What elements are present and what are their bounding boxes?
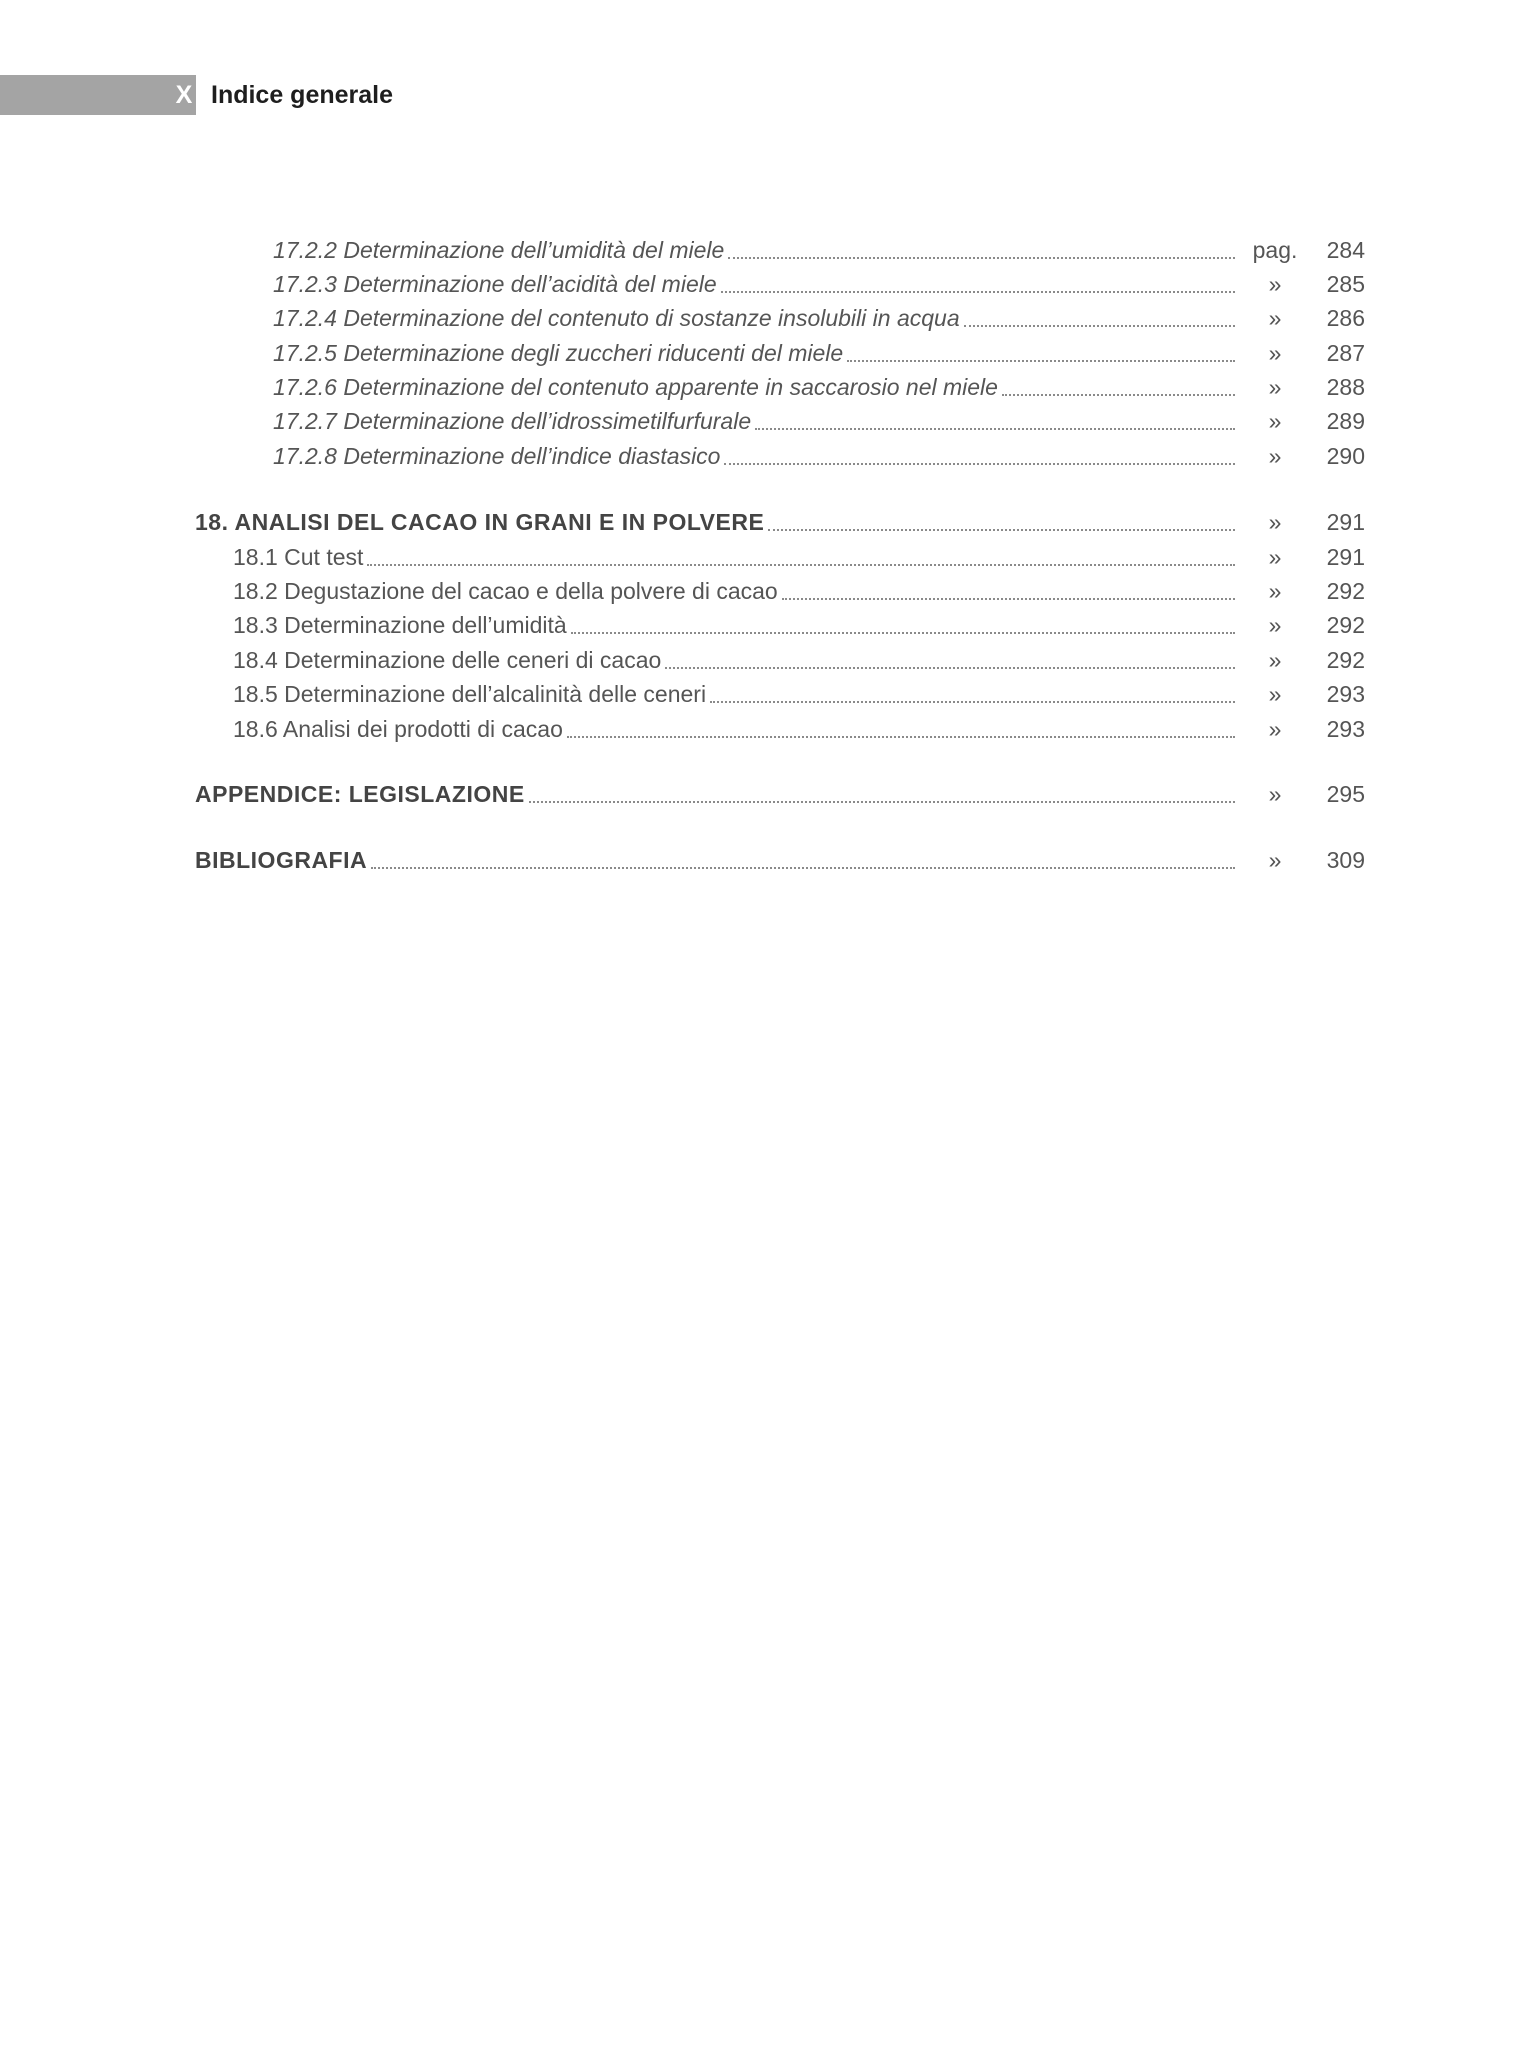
toc-page-number: 290 <box>1326 443 1365 469</box>
toc-entry-label: 17.2.2 Determinazione dell’umidità del miele <box>273 237 725 263</box>
toc-entry[interactable] <box>233 643 1365 677</box>
dot-leader <box>529 801 1235 803</box>
toc-page-number: 285 <box>1326 271 1365 297</box>
toc-entry[interactable] <box>233 574 1365 608</box>
toc-page-number: 291 <box>1326 509 1365 535</box>
dot-leader <box>768 529 1235 531</box>
dot-leader <box>710 701 1235 703</box>
toc-chapter-entry[interactable] <box>195 777 1365 811</box>
toc-page-number: 295 <box>1326 781 1365 807</box>
dot-leader <box>721 291 1235 293</box>
dot-leader <box>567 736 1235 738</box>
toc-entry-label: 17.2.6 Determinazione del contenuto apparente in saccarosio nel miele <box>273 374 998 400</box>
toc-page-number: 288 <box>1326 374 1365 400</box>
toc-page-number: 291 <box>1326 544 1365 570</box>
toc-entry[interactable] <box>273 370 1365 404</box>
toc-page-marker: » <box>1268 374 1282 400</box>
dot-leader <box>728 257 1235 259</box>
toc-entry-label: 17.2.8 Determinazione dell’indice diastasico <box>273 443 721 469</box>
toc-entry-label: 18.6 Analisi dei prodotti di cacao <box>233 716 563 742</box>
toc-page-marker: » <box>1268 340 1282 366</box>
toc-page-number: 292 <box>1326 612 1365 638</box>
toc-page-marker: » <box>1268 847 1282 873</box>
toc-entry-label: BIBLIOGRAFIA <box>195 847 368 873</box>
toc-entry[interactable] <box>273 439 1365 473</box>
toc-entry-label: 17.2.3 Determinazione dell’acidità del miele <box>273 271 717 297</box>
toc-page-marker: » <box>1268 716 1282 742</box>
dot-leader <box>371 867 1235 869</box>
toc-page-marker: » <box>1268 681 1282 707</box>
toc-page-marker: » <box>1268 305 1282 331</box>
toc-entry[interactable] <box>273 233 1365 267</box>
toc-page-number: 284 <box>1326 237 1365 263</box>
dot-leader <box>782 598 1235 600</box>
toc-entry-label: 17.2.7 Determinazione dell’idrossimetilfurfurale <box>273 408 752 434</box>
toc-page-number: 293 <box>1326 716 1365 742</box>
dot-leader <box>665 667 1235 669</box>
toc-page-number: 293 <box>1326 681 1365 707</box>
toc-entry[interactable] <box>233 608 1365 642</box>
toc-entry[interactable] <box>233 677 1365 711</box>
toc-page-marker: pag. <box>1252 237 1298 263</box>
toc-entry-label: 18.5 Determinazione dell’alcalinità delle ceneri <box>233 681 707 707</box>
dot-leader <box>847 360 1235 362</box>
toc-page-marker: » <box>1268 408 1282 434</box>
toc-entry-label: 18. ANALISI DEL CACAO IN GRANI E IN POLVERE <box>195 509 765 535</box>
toc-page-number: 292 <box>1326 578 1365 604</box>
toc-page-number: 287 <box>1326 340 1365 366</box>
toc-entry[interactable] <box>233 540 1365 574</box>
toc-page-marker: » <box>1268 612 1282 638</box>
toc-page-marker: » <box>1268 578 1282 604</box>
toc-entry[interactable] <box>273 404 1365 438</box>
toc-page-marker: » <box>1268 781 1282 807</box>
toc-entry-label: 18.3 Determinazione dell’umidità <box>233 612 567 638</box>
toc-page-number: 309 <box>1326 847 1365 873</box>
toc-page-number: 289 <box>1326 408 1365 434</box>
toc-page-marker: » <box>1268 271 1282 297</box>
toc-chapter-entry[interactable] <box>195 505 1365 539</box>
toc-chapter-entry[interactable] <box>195 843 1365 877</box>
toc-entry[interactable] <box>233 712 1365 746</box>
dot-leader <box>724 463 1235 465</box>
toc-page-marker: » <box>1268 544 1282 570</box>
toc-entry-label: 18.1 Cut test <box>233 544 364 570</box>
dot-leader <box>1002 394 1235 396</box>
dot-leader <box>755 428 1235 430</box>
toc-entry[interactable] <box>273 301 1365 335</box>
toc-entry-label: 17.2.5 Determinazione degli zuccheri riducenti del miele <box>273 340 844 366</box>
dot-leader <box>571 632 1235 634</box>
running-header-title: Indice generale <box>211 81 394 109</box>
header-bar <box>0 75 196 115</box>
toc-entry-label: 18.4 Determinazione delle ceneri di cacao <box>233 647 662 673</box>
toc-page-marker: » <box>1268 647 1282 673</box>
toc-entry[interactable] <box>273 267 1365 301</box>
toc-page-marker: » <box>1268 443 1282 469</box>
dot-leader <box>367 564 1235 566</box>
toc-page-marker: » <box>1268 509 1282 535</box>
header-page-number: X <box>175 81 193 109</box>
toc-page-number: 286 <box>1326 305 1365 331</box>
toc-entry[interactable] <box>273 336 1365 370</box>
toc-page-number: 292 <box>1326 647 1365 673</box>
toc-entry-label: APPENDICE: LEGISLAZIONE <box>195 781 525 807</box>
toc-entry-label: 17.2.4 Determinazione del contenuto di sostanze insolubili in acqua <box>273 305 960 331</box>
toc-entry-label: 18.2 Degustazione del cacao e della polvere di cacao <box>233 578 778 604</box>
dot-leader <box>964 325 1235 327</box>
